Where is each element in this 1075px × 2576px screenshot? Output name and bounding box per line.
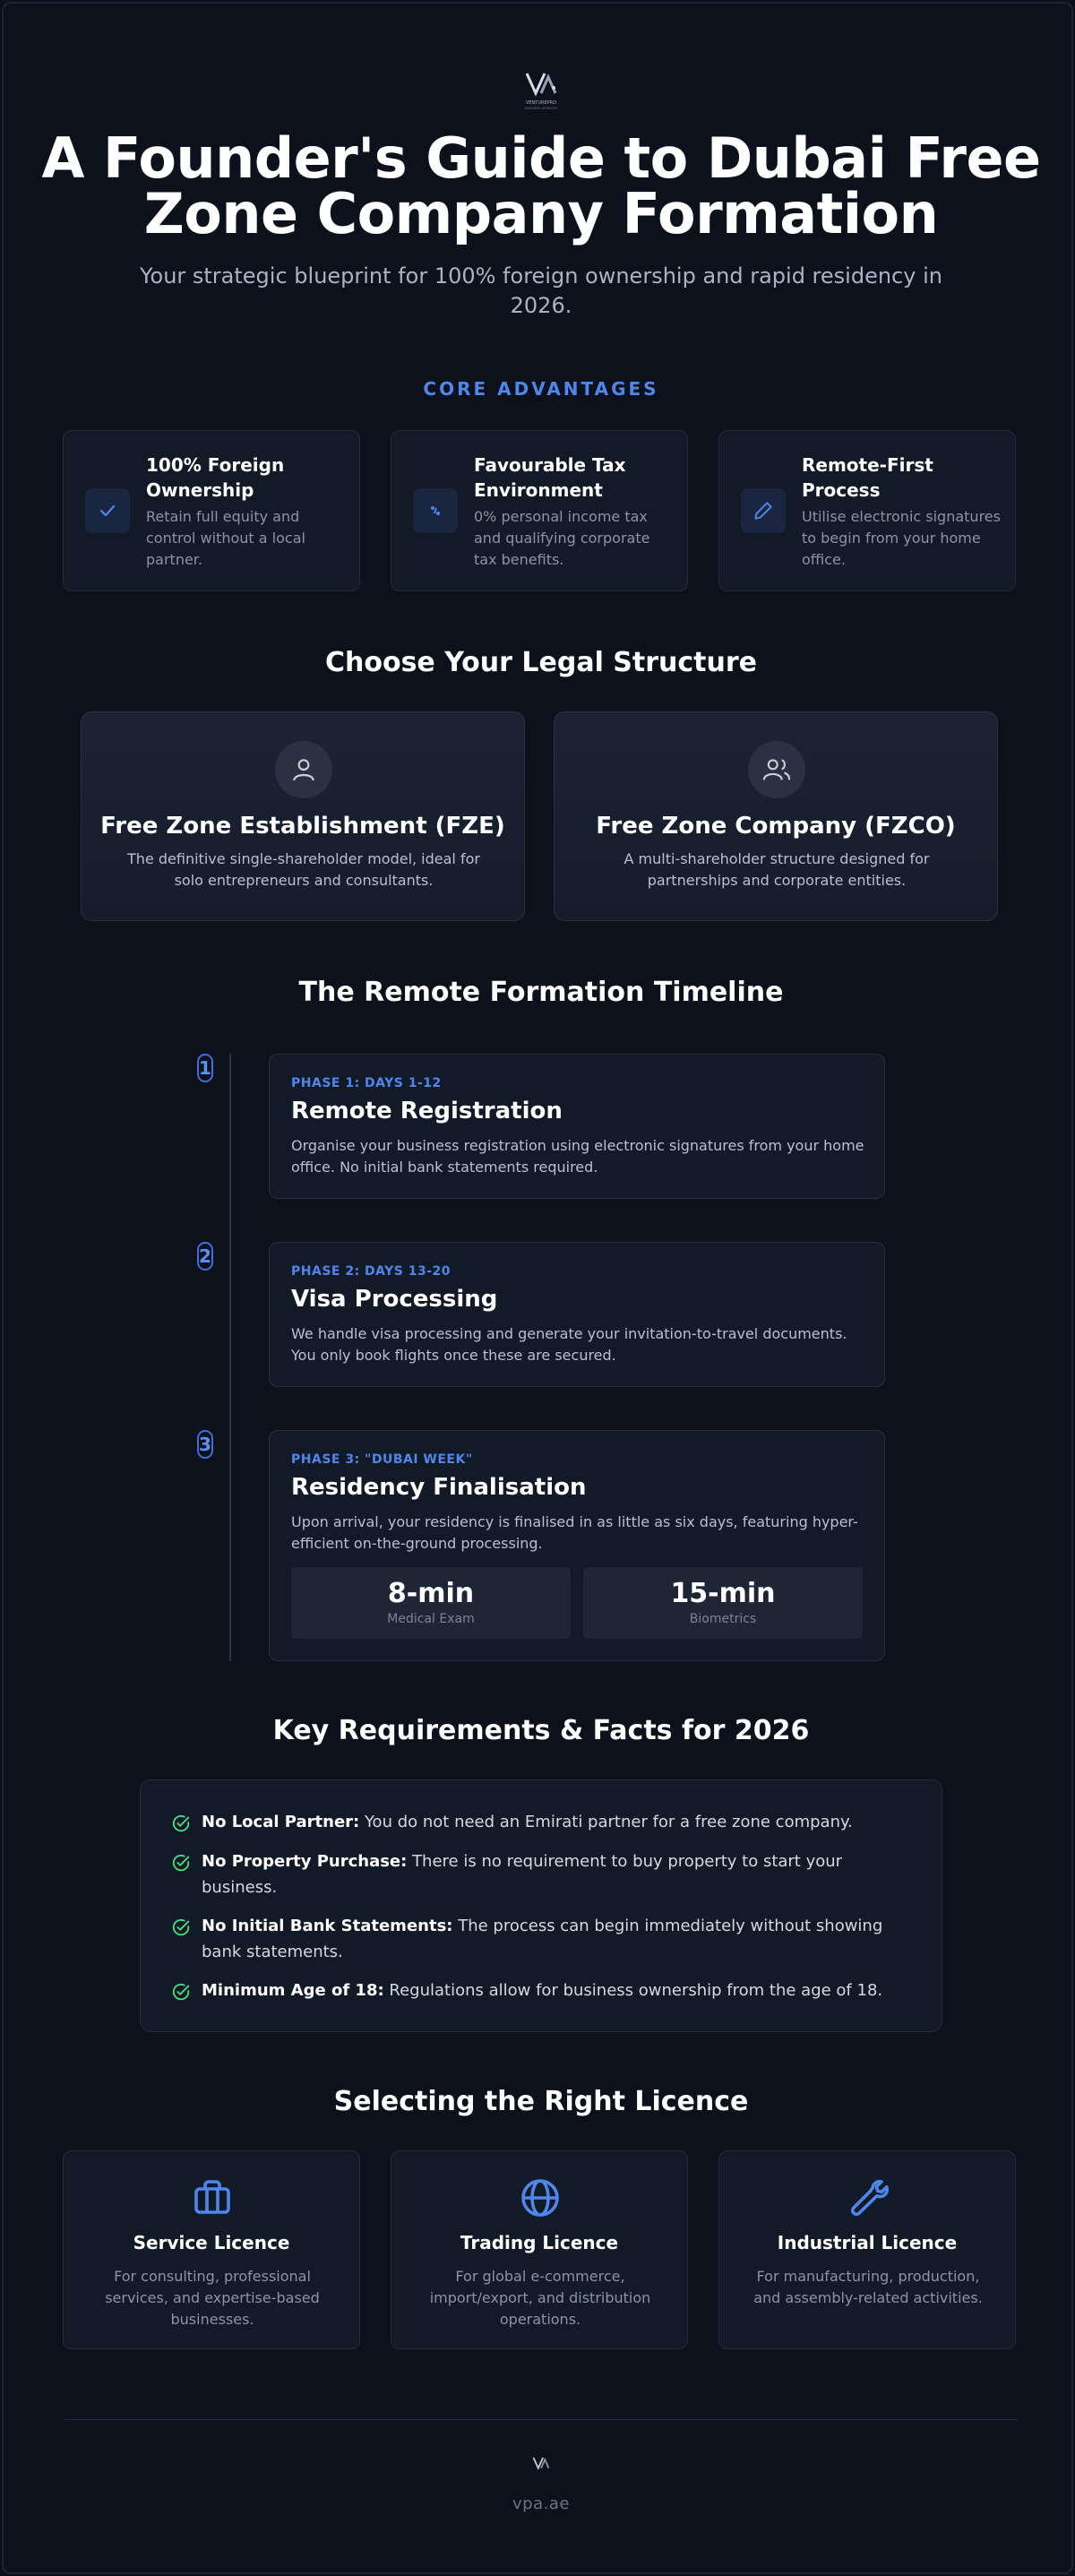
core-advantages-heading: CORE ADVANTAGES — [423, 378, 659, 400]
footer-divider — [64, 2419, 1018, 2420]
globe-icon — [519, 2176, 562, 2219]
licence-card-industrial — [718, 2150, 1016, 2349]
licence-desc: For manufacturing, production, and assembly-related activities. — [753, 2268, 983, 2306]
check-circle-icon — [171, 1814, 191, 1833]
advantage-card — [718, 430, 1016, 591]
advantage-desc: Retain full equity and control without a local partner. — [146, 508, 305, 568]
legal-structure-heading: Choose Your Legal Structure — [324, 647, 758, 678]
phase-kicker: PHASE 2: DAYS 13-20 — [291, 1264, 452, 1279]
phase-number: 3 — [197, 1430, 213, 1459]
wrench-icon — [847, 2176, 890, 2219]
stat-label: Biometrics — [689, 1612, 757, 1626]
requirement-label: No Local Partner: — [202, 1813, 360, 1831]
briefcase-icon — [191, 2176, 234, 2219]
advantage-card — [391, 430, 688, 591]
requirement-label: No Property Purchase: — [202, 1852, 408, 1871]
phase-title: Remote Registration — [291, 1098, 563, 1124]
phase-card — [269, 1054, 885, 1199]
requirement-text: There is no requirement to buy property to start your business. — [202, 1852, 843, 1897]
licence-heading: Selecting the Right Licence — [333, 2086, 749, 2117]
phase-desc: Upon arrival, your residency is finalised in as little as six days, featuring hyper-efficient on-the-ground processing. — [291, 1513, 858, 1552]
licence-card-service — [63, 2150, 360, 2349]
user-icon — [275, 741, 332, 798]
structure-desc: The definitive single-shareholder model, ideal for solo entrepreneurs and consultants. — [127, 850, 480, 889]
phase-desc: Organise your business registration using electronic signatures from your home office. No initial bank statements required. — [291, 1137, 864, 1176]
requirement-text: Regulations allow for business ownership from the age of 18. — [383, 1981, 883, 2000]
page-frame — [2, 2, 1073, 2574]
users-icon — [748, 741, 805, 798]
advantage-desc: Utilise electronic signatures to begin from your home office. — [802, 508, 1001, 568]
svg-text:PARTNERS ADVISORY: PARTNERS ADVISORY — [524, 107, 558, 110]
phase-kicker: PHASE 1: DAYS 1-12 — [291, 1076, 442, 1090]
licence-title: Industrial Licence — [777, 2232, 958, 2253]
phase-title: Residency Finalisation — [291, 1474, 587, 1501]
stat-medical-exam — [291, 1567, 571, 1639]
percent-icon — [413, 488, 458, 533]
advantage-card — [63, 430, 360, 591]
requirement-item — [171, 1809, 915, 1835]
requirements-heading: Key Requirements & Facts for 2026 — [272, 1715, 810, 1746]
structure-desc: A multi-shareholder structure designed for partnerships and corporate entities. — [624, 850, 930, 889]
phase-number: 1 — [197, 1054, 213, 1082]
page-subtitle: Your strategic blueprint for 100% foreign ownership and rapid residency in 2026. — [140, 263, 942, 318]
phase-title: Visa Processing — [291, 1286, 498, 1313]
check-circle-icon — [171, 1917, 191, 1937]
svg-text:VENTUREPRO: VENTUREPRO — [525, 100, 557, 106]
page-title: A Founder's Guide to Dubai Free Zone Company Formation — [41, 125, 1041, 246]
requirement-item — [171, 1977, 915, 2003]
structure-title: Free Zone Establishment (FZE) — [100, 813, 505, 840]
licence-title: Trading Licence — [460, 2232, 619, 2253]
stat-value: 8-min — [387, 1578, 475, 1609]
phase-kicker: PHASE 3: "DUBAI WEEK" — [291, 1452, 473, 1467]
licence-desc: For consulting, professional services, and expertise-based businesses. — [105, 2268, 320, 2328]
structure-card-fzco — [554, 711, 998, 921]
phase-desc: We handle visa processing and generate your invitation-to-travel documents. You only book flights once these are secured. — [291, 1325, 847, 1364]
advantage-title: Remote-First Process — [802, 454, 933, 501]
requirement-label: Minimum Age of 18: — [202, 1981, 384, 2000]
licence-title: Service Licence — [133, 2232, 290, 2253]
requirement-item — [171, 1913, 915, 1965]
pen-icon — [741, 488, 786, 533]
structure-title: Free Zone Company (FZCO) — [596, 813, 956, 840]
phase-card — [269, 1242, 885, 1387]
requirement-text: The process can begin immediately without showing bank statements. — [202, 1917, 883, 1961]
advantage-title: 100% Foreign Ownership — [146, 454, 285, 501]
timeline-line — [229, 1054, 231, 1661]
phase-number: 2 — [197, 1242, 213, 1271]
check-circle-icon — [171, 1853, 191, 1873]
licence-card-trading — [391, 2150, 688, 2349]
company-logo — [514, 68, 568, 113]
structure-card-fze — [81, 711, 525, 921]
phase-card — [269, 1430, 885, 1661]
check-circle-icon — [171, 1982, 191, 2002]
stat-value: 15-min — [670, 1578, 776, 1609]
footer-logo — [527, 2454, 555, 2479]
requirement-item — [171, 1848, 915, 1900]
check-icon — [85, 488, 130, 533]
requirements-card — [140, 1779, 942, 2032]
stat-biometrics — [583, 1567, 863, 1639]
footer-website-link[interactable]: vpa.ae — [512, 2494, 570, 2513]
requirement-label: No Initial Bank Statements: — [202, 1917, 453, 1935]
stat-label: Medical Exam — [387, 1612, 475, 1626]
advantage-desc: 0% personal income tax and qualifying corporate tax benefits. — [474, 508, 650, 568]
licence-desc: For global e-commerce, import/export, and distribution operations. — [429, 2268, 651, 2328]
advantage-title: Favourable Tax Environment — [474, 454, 626, 501]
requirement-text: You do not need an Emirati partner for a free zone company. — [359, 1813, 853, 1831]
timeline-heading: The Remote Formation Timeline — [298, 977, 784, 1008]
